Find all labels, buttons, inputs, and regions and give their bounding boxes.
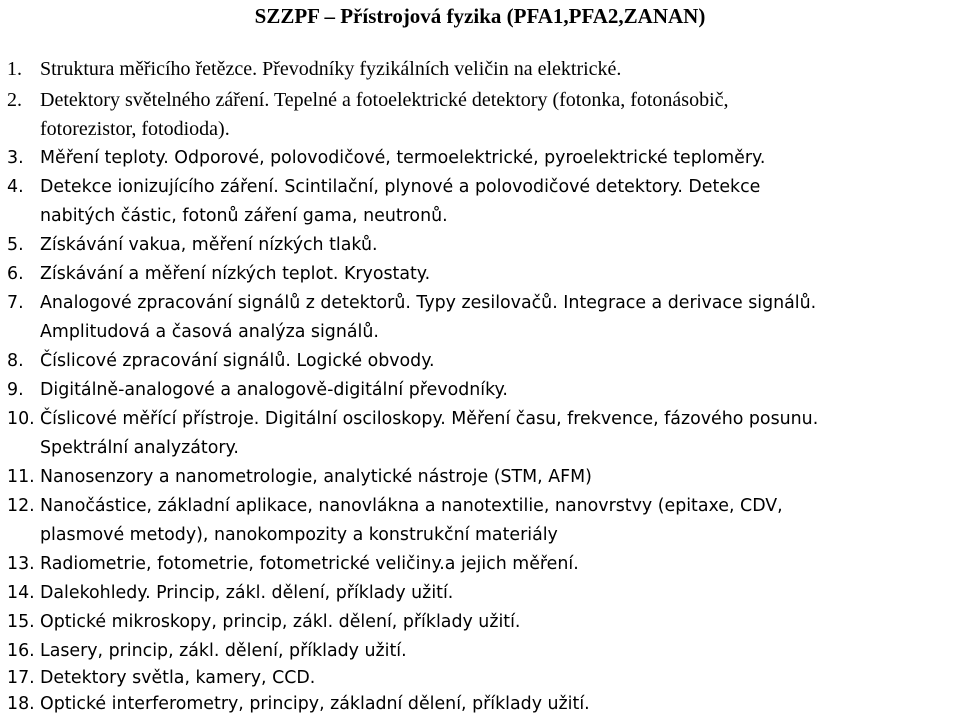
item-number: 10. [7, 409, 35, 429]
item-number: 17. [7, 668, 35, 688]
item-text: nabitých částic, fotonů záření gama, neutronů. [40, 206, 448, 226]
item-text: Nanosenzory a nanometrologie, analytické nástroje (STM, AFM) [40, 467, 592, 487]
item-text: Spektrální analyzátory. [40, 438, 239, 458]
item-number: 4. [7, 177, 24, 197]
item-number: 12. [7, 496, 35, 516]
item-number: 15. [7, 612, 35, 632]
item-text: Nanočástice, základní aplikace, nanovlákna a nanotextilie, nanovrstvy (epitaxe, CDV, [40, 496, 783, 516]
item-text: Dalekohledy. Princip, zákl. dělení, příklady užití. [40, 583, 454, 603]
item-text: Detektory světelného záření. Tepelné a fotoelektrické detektory (fotonka, fotonásobič, [40, 89, 729, 111]
item-text: Detektory světla, kamery, CCD. [40, 668, 316, 688]
item-number: 14. [7, 583, 35, 603]
item-text: Lasery, princip, zákl. dělení, příklady užití. [40, 641, 407, 661]
item-text: Analogové zpracování signálů z detektorů. Typy zesilovačů. Integrace a derivace signálů. [40, 293, 817, 313]
item-text: Digitálně-analogové a analogově-digitální převodníky. [40, 380, 508, 400]
item-number: 11. [7, 467, 35, 487]
item-number: 7. [7, 293, 24, 313]
item-number: 3. [7, 148, 24, 168]
item-number: 1. [7, 58, 22, 80]
item-text: Optické mikroskopy, princip, zákl. dělení, příklady užití. [40, 612, 521, 632]
item-text: fotorezistor, fotodioda). [40, 118, 230, 140]
item-number: 13. [7, 554, 35, 574]
item-text: Radiometrie, fotometrie, fotometrické veličiny.a jejich měření. [40, 554, 579, 574]
item-number: 9. [7, 380, 24, 400]
item-text: Detekce ionizujícího záření. Scintilační, plynové a polovodičové detektory. Detekce [40, 177, 761, 197]
item-number: 16. [7, 641, 35, 661]
item-number: 18. [7, 694, 35, 714]
item-text: Optické interferometry, principy, základní dělení, příklady užití. [40, 694, 590, 714]
item-text: Měření teploty. Odporové, polovodičové, termoelektrické, pyroelektrické teploměry. [40, 148, 766, 168]
item-number: 2. [7, 89, 22, 111]
item-text: Amplitudová a časová analýza signálů. [40, 322, 379, 342]
item-text: Struktura měřicího řetězce. Převodníky fyzikálních veličin na elektrické. [40, 58, 622, 80]
item-number: 6. [7, 264, 24, 284]
item-text: Získávání a měření nízkých teplot. Kryostaty. [40, 264, 431, 284]
item-text: Získávání vakua, měření nízkých tlaků. [40, 235, 378, 255]
item-number: 5. [7, 235, 24, 255]
item-text: plasmové metody), nanokompozity a konstrukční materiály [40, 525, 558, 545]
page-title: SZZPF – Přístrojová fyzika (PFA1,PFA2,ZANAN) [254, 4, 706, 28]
item-text: Číslicové zpracování signálů. Logické obvody. [40, 351, 435, 371]
item-text: Číslicové měřící přístroje. Digitální osciloskopy. Měření času, frekvence, fázového posunu. [40, 409, 819, 429]
item-number: 8. [7, 351, 24, 371]
